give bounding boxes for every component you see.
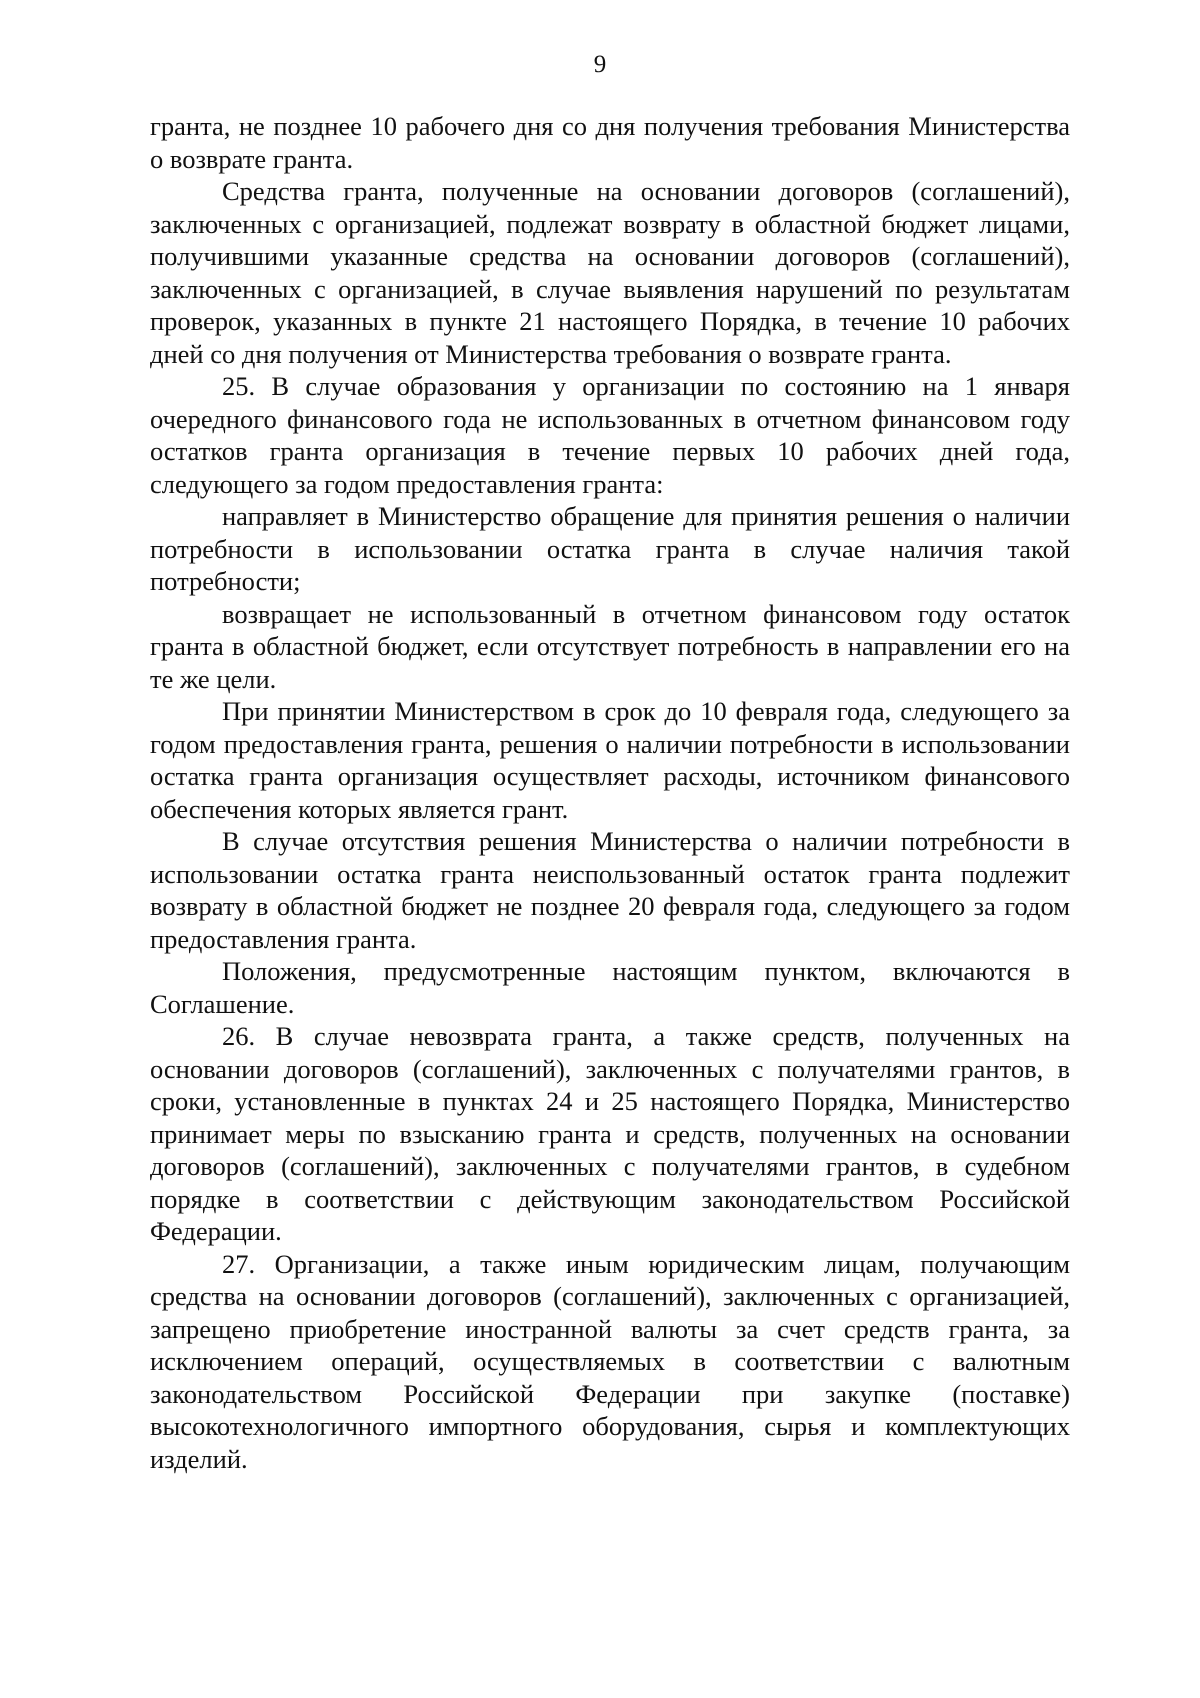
paragraph-clause-27: 27. Организации, а также иным юридическим лицам, получающим средства на основании договоров (соглашений), заключенных с организацией, запрещено приобретение иностранной валюты за счет средств гранта, за исключением операций, осуществляемых в соответствии с валютным законодательством Российской Федерации при закупке (поставке) высокотехнологичного импортного оборудования, сырья и комплектующих изделий. [150,1248,1070,1474]
paragraph-clause-25: 25. В случае образования у организации по состоянию на 1 января очередного финансового года не использованных в отчетном финансовом году остатков гранта организация в течение первых 10 рабочих дней года, следующего за годом предоставления гранта: [150,371,1070,499]
paragraph-grant-funds-return: Средства гранта, полученные на основании договоров (соглашений), заключенных с организацией, подлежат возврату в областной бюджет лицами, получившими указанные средства на основании договоров (соглашений), заключенных с организацией, в случае выявления нарушений по результатам проверок, указанных в пункте 21 настоящего Порядка, в течение 10 рабочих дней со дня получения от Министерства требования о возврате гранта. [150,176,1070,369]
document-body [150,110,1070,1475]
paragraph-return-unused: возвращает не использованный в отчетном финансовом году остаток гранта в областной бюджет, если отсутствует потребность в направлении его на те же цели. [150,598,1070,694]
paragraph-continuation: гранта, не позднее 10 рабочего дня со дня получения требования Министерства о возврате гранта. [150,111,1070,174]
paragraph-ministry-decision: При принятии Министерством в срок до 10 февраля года, следующего за годом предоставления гранта, решения о наличии потребности в использовании остатка гранта организация осуществляет расходы, источником финансового обеспечения которых является грант. [150,696,1070,824]
paragraph-clause-26: 26. В случае невозврата гранта, а также средств, полученных на основании договоров (соглашений), заключенных с получателями грантов, в сроки, установленные в пунктах 24 и 25 настоящего Порядка, Министерство принимает меры по взысканию гранта и средств, полученных на основании договоров (соглашений), заключенных с получателями грантов, в судебном порядке в соответствии с действующим законодательством Российской Федерации. [150,1021,1070,1246]
paragraph-provisions: Положения, предусмотренные настоящим пунктом, включаются в Соглашение. [150,956,1070,1019]
paragraph-send-request: направляет в Министерство обращение для принятия решения о наличии потребности в использовании остатка гранта в случае наличия такой потребности; [150,501,1070,596]
paragraph-no-decision: В случае отсутствия решения Министерства о наличии потребности в использовании остатка гранта неиспользованный остаток гранта подлежит возврату в областной бюджет не позднее 20 февраля года, следующего за годом предоставления гранта. [150,826,1070,954]
page-number: 9 [593,51,607,78]
